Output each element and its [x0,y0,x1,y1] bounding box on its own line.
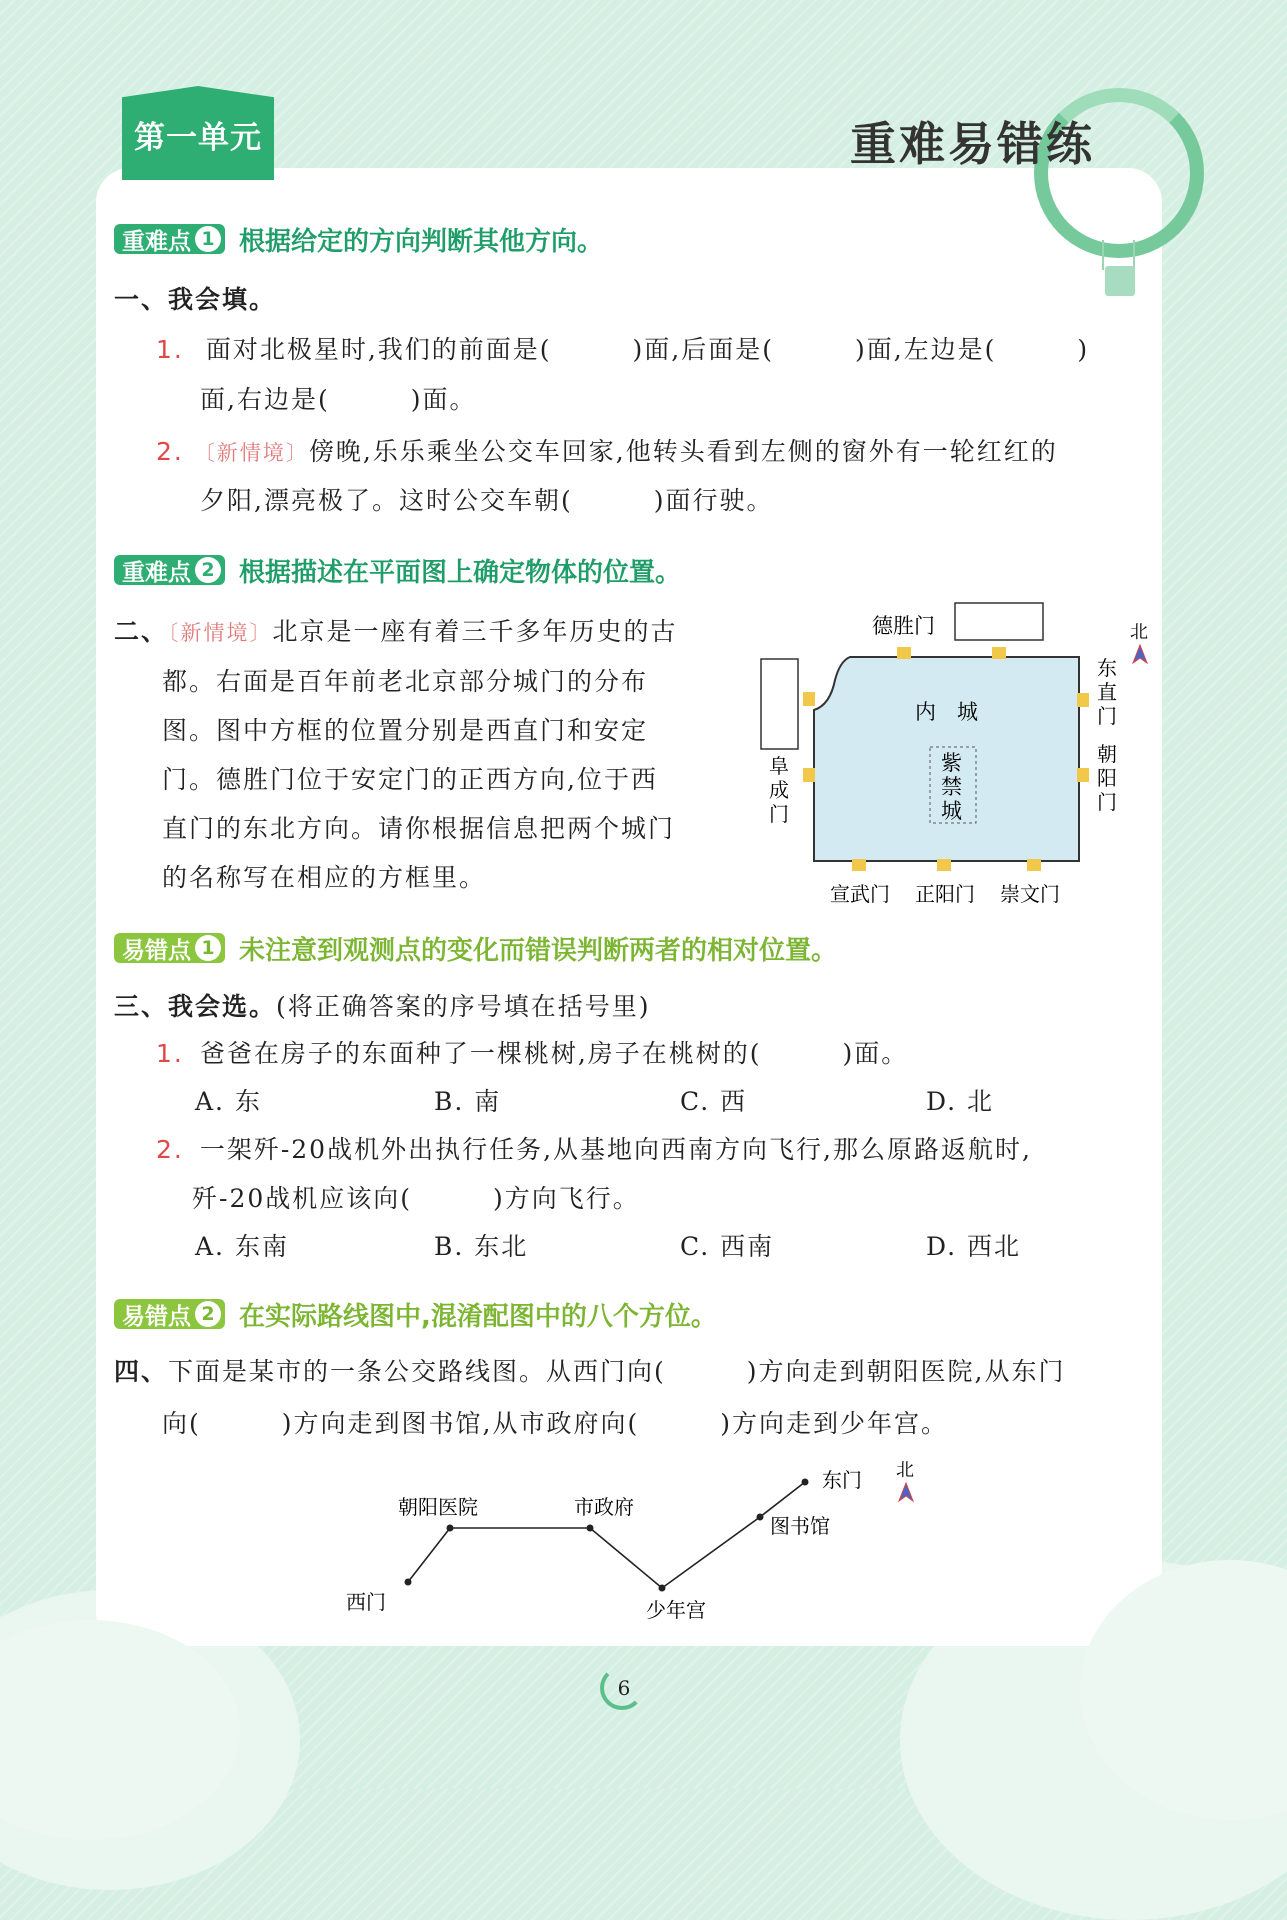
label-fucheng-3: 门 [769,802,789,826]
section-heading-key-1 [114,222,603,256]
part2-line-6: 的名称写在相应的方框里。 [162,863,487,892]
north-label: 北 [896,1460,914,1481]
option-a[interactable]: A. 东南 [195,1232,289,1261]
option-d[interactable]: D. 西北 [926,1232,1022,1261]
option-b[interactable]: B. 南 [434,1087,502,1116]
stop-youth-palace: 少年宫 [646,1598,706,1622]
stop-chaoyang-hospital: 朝阳医院 [398,1495,478,1519]
question-text: 傍晚,乐乐乘坐公交车回家,他转头看到左侧的窗外有一轮红红的 [308,437,1058,466]
north-arrow-icon [1133,645,1147,663]
label-chaoyang-3: 门 [1097,790,1117,814]
new-context-tag: 〔新情境〕 [168,621,273,645]
label-fucheng-2: 成 [769,778,789,802]
option-d[interactable]: D. 北 [926,1087,995,1116]
new-context-tag: 〔新情境〕 [193,441,309,465]
part4-heading: 四、 [114,1357,169,1386]
option-b[interactable]: B. 东北 [434,1232,529,1261]
badge-label: 易错点 [122,937,191,964]
question-1-2 [156,432,1058,468]
bus-route-diagram [330,1455,950,1625]
label-chaoyang-1: 朝 [1097,742,1117,766]
label-forbidden-2: 禁 [941,775,962,799]
part2-line-3: 图。图中方框的位置分别是西直门和安定 [162,716,649,745]
page-title: 重难易错练 [850,117,1095,171]
question-1-1-continued: 面,右边是( )面。 [200,385,477,414]
section-title: 在实际路线图中,混淆配图中的八个方位。 [239,1301,717,1332]
question-number: 1. [156,335,184,364]
section-heading-key-2 [114,553,681,587]
question-text: 面对北极星时,我们的前面是( )面,后面是( )面,左边是( ) [205,335,1090,364]
badge-label: 重难点 [122,559,191,586]
stop-ximen: 西门 [346,1590,386,1614]
label-chongwen-gate: 崇文门 [1000,882,1060,906]
label-desheng-gate: 德胜门 [872,614,935,638]
stop-city-hall: 市政府 [574,1495,634,1519]
label-zhengyang-gate: 正阳门 [915,882,975,906]
badge-number: 1 [195,226,221,252]
option-c[interactable]: C. 西 [680,1087,748,1116]
label-forbidden-3: 城 [941,799,962,823]
label-forbidden-1: 紫 [941,751,962,775]
question-3-1 [156,1034,908,1070]
question-1-1 [156,330,1089,366]
balloon-rope-left [1102,240,1104,270]
badge-number: 2 [195,1301,221,1327]
label-fucheng-1: 阜 [769,754,789,778]
label-dongzhi-3: 门 [1097,704,1117,728]
north-arrow-icon [899,1483,913,1501]
section-title: 未注意到观测点的变化而错误判断两者的相对位置。 [239,935,838,966]
balloon-basket-decoration [1105,266,1135,296]
page-number: 6 [617,1676,631,1700]
stop-dongmen: 东门 [822,1468,862,1492]
question-number: 2. [156,437,184,466]
mistake-point-badge [114,933,225,963]
part4-line-1 [114,1352,1065,1388]
part1-heading: 一、我会填。 [114,285,277,314]
mistake-point-badge [114,1299,225,1329]
beijing-gates-map [755,595,1175,925]
part4-text: 下面是某市的一条公交路线图。从西门向( )方向走到朝阳医院,从东门 [168,1357,1066,1386]
key-point-badge [114,224,225,254]
badge-label: 易错点 [122,1303,191,1330]
section-title: 根据给定的方向判断其他方向。 [239,226,604,257]
part3-heading: 三、我会选。 [114,992,277,1021]
unit-tab-label: 第一单元 [134,120,262,156]
question-number: 2. [156,1135,184,1164]
part2-line-4: 门。德胜门位于安定门的正西方向,位于西 [162,765,658,794]
part3-heading-line [114,987,651,1023]
answer-box-anding[interactable] [955,603,1043,640]
part2-line-5: 直门的东北方向。请你根据信息把两个城门 [162,814,676,843]
question-text: 爸爸在房子的东面种了一棵桃树,房子在桃树的( )面。 [199,1039,909,1068]
question-number: 1. [156,1039,184,1068]
label-inner-city: 内 城 [915,700,978,724]
badge-number: 1 [195,935,221,961]
part2-text: 北京是一座有着三千多年历史的古 [272,617,678,646]
part4-line-2: 向( )方向走到图书馆,从市政府向( )方向走到少年宫。 [162,1409,948,1438]
label-chaoyang-2: 阳 [1097,766,1117,790]
answer-box-xizhi[interactable] [761,659,798,749]
label-dongzhi-1: 东 [1097,656,1117,680]
section-heading-mistake-2 [114,1297,717,1331]
badge-number: 2 [195,557,221,583]
part2-line-2: 都。右面是百年前老北京部分城门的分布 [162,667,649,696]
section-title: 根据描述在平面图上确定物体的位置。 [239,557,682,588]
key-point-badge [114,555,225,585]
option-a[interactable]: A. 东 [195,1087,262,1116]
option-c[interactable]: C. 西南 [680,1232,775,1261]
question-text: 一架歼-20战机外出执行任务,从基地向西南方向飞行,那么原路返航时, [199,1135,1032,1164]
part3-note: (将正确答案的序号填在括号里) [276,992,651,1021]
north-label: 北 [1130,622,1148,643]
question-1-2-continued: 夕阳,漂亮极了。这时公交车朝( )面行驶。 [200,486,774,515]
part2-heading: 二、 [114,617,169,646]
badge-label: 重难点 [122,228,191,255]
label-xuanwu-gate: 宣武门 [830,882,890,906]
section-heading-mistake-1 [114,931,837,965]
question-3-2-continued: 歼-20战机应该向( )方向飞行。 [192,1184,640,1213]
part2-line-1 [114,612,678,648]
label-dongzhi-2: 直 [1097,680,1117,704]
question-3-2 [156,1130,1032,1166]
stop-library: 图书馆 [770,1514,830,1538]
